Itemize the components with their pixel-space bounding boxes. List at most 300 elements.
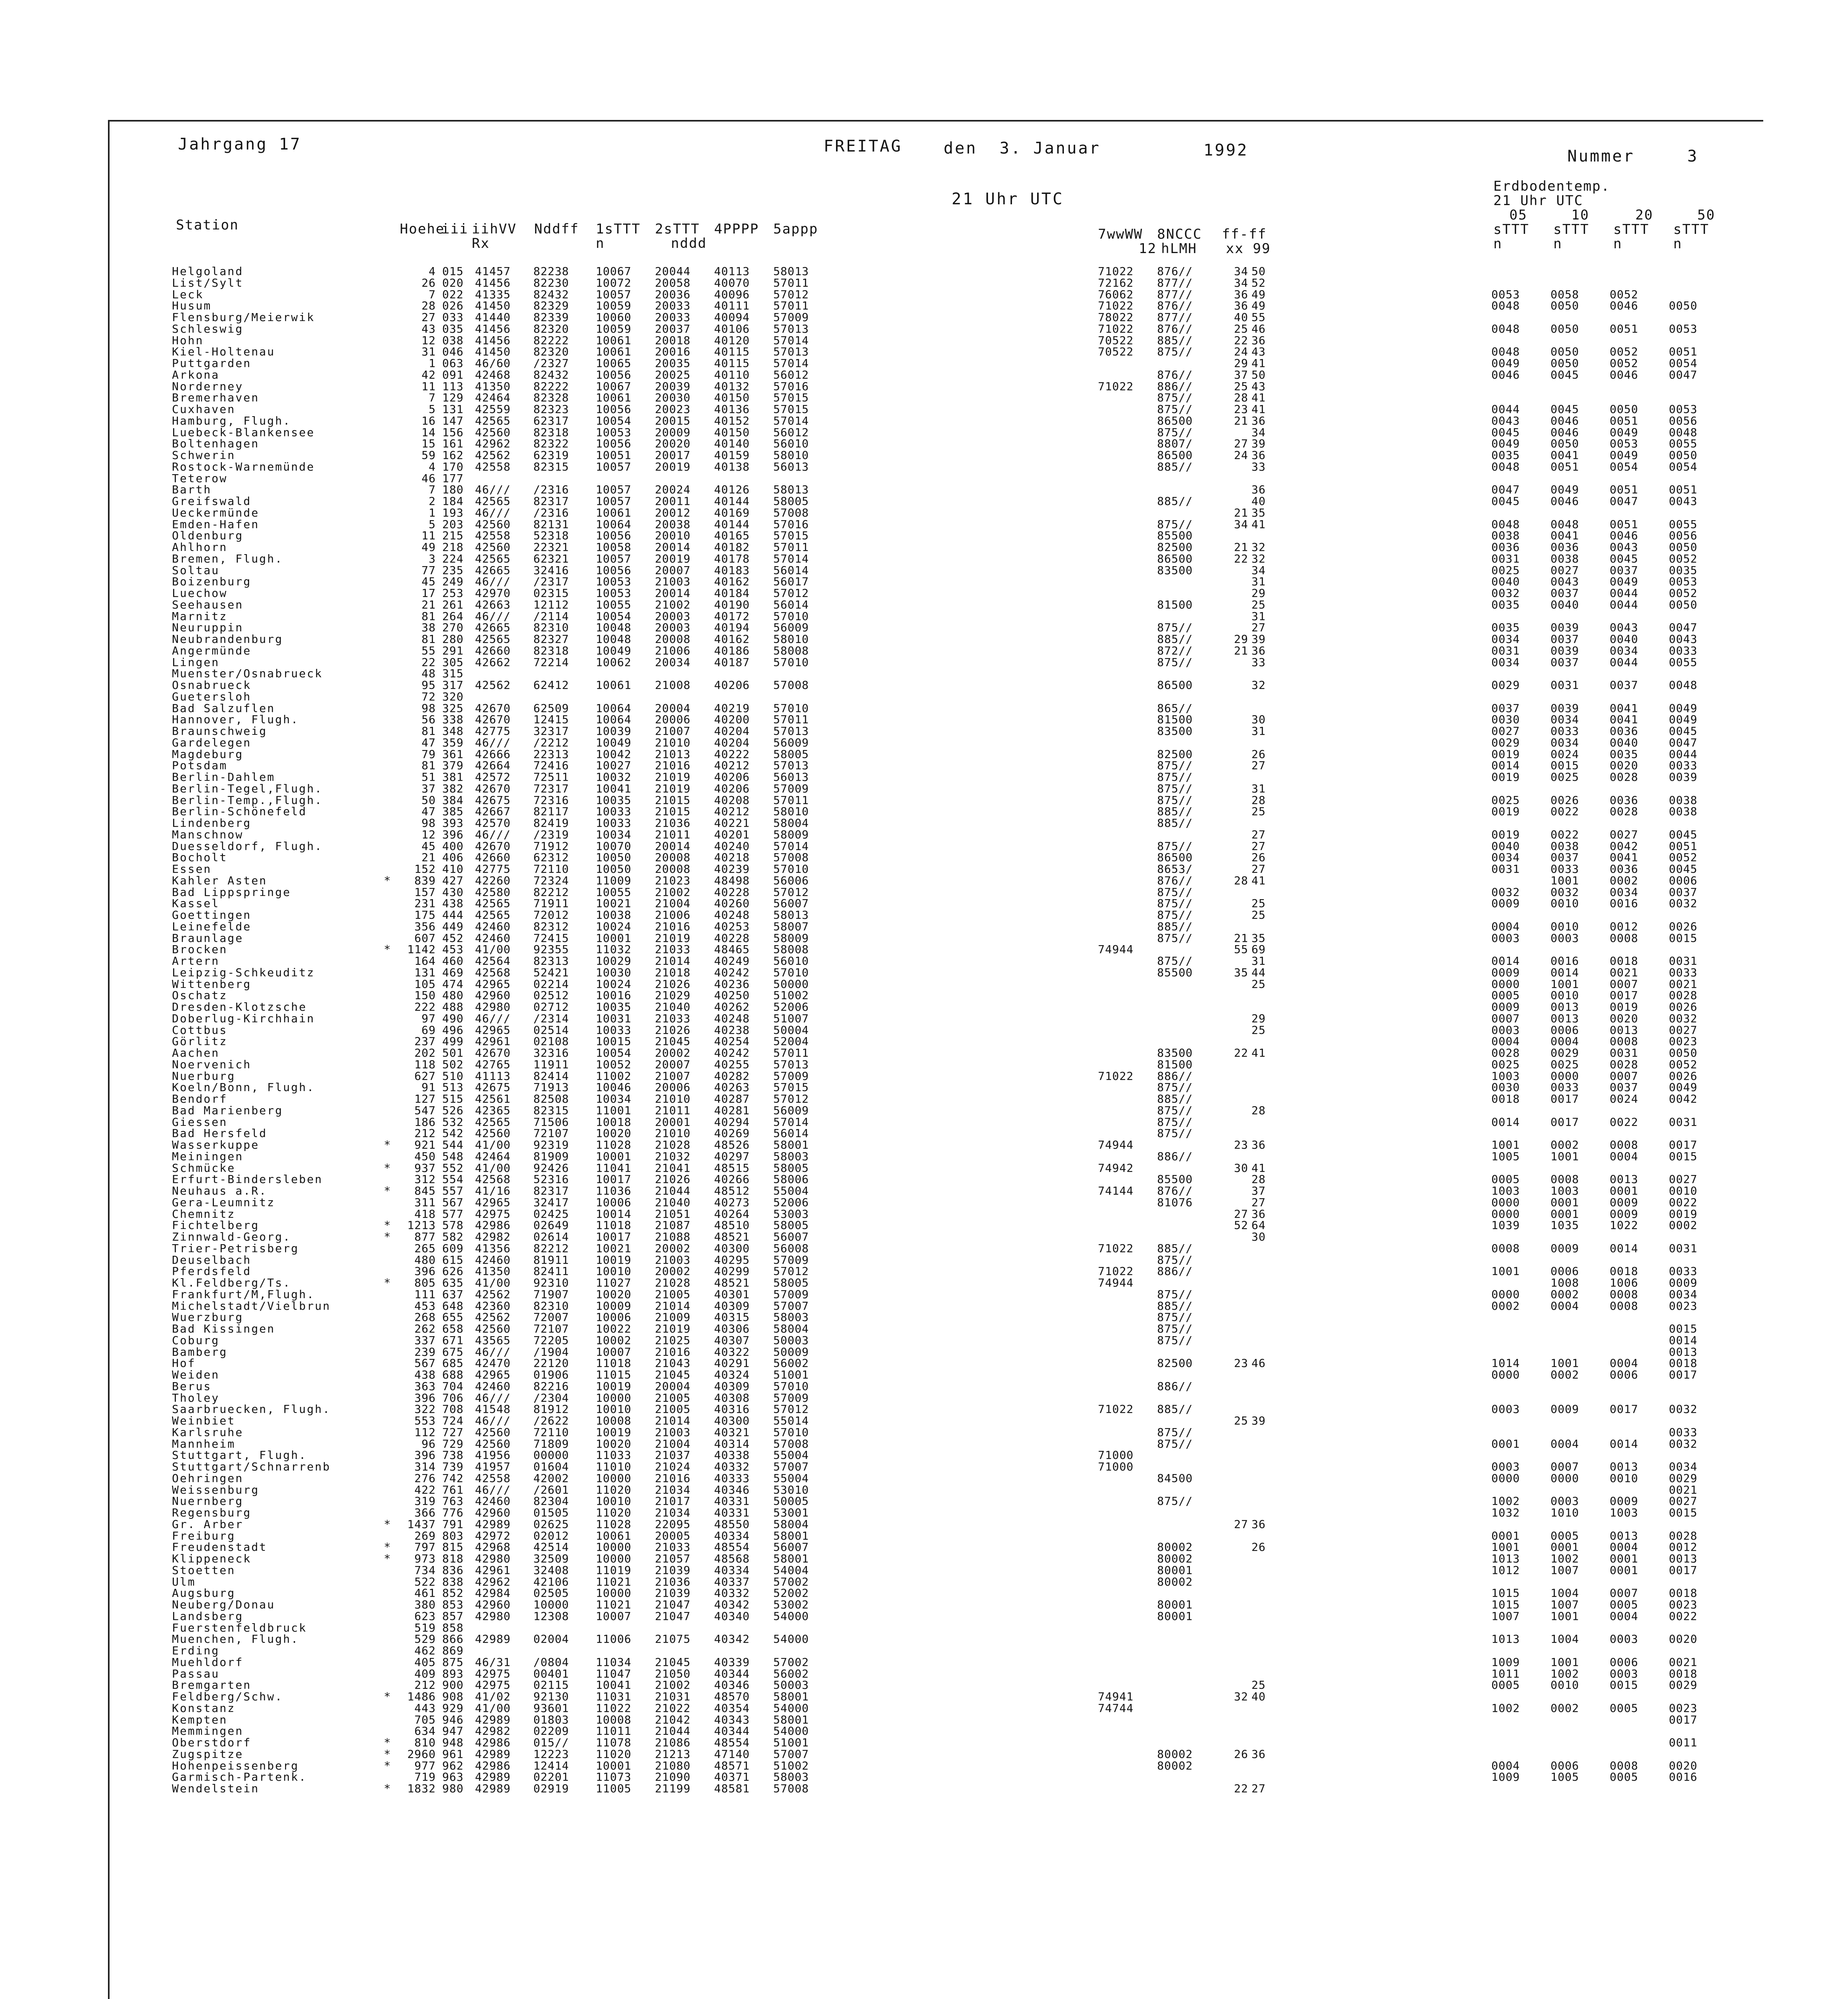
elevation: 547 <box>414 1103 436 1117</box>
elevation: 237 <box>414 1035 436 1048</box>
station-index: 729 <box>442 1437 464 1450</box>
pressure-group: 40200 <box>714 713 750 726</box>
tendency-group: 53010 <box>773 1483 809 1496</box>
soil-temp-50: 0050 <box>1669 541 1698 554</box>
cloud-group: 875// <box>1157 425 1193 439</box>
cloud-group: 82500 <box>1157 747 1193 761</box>
tendency-group: 57008 <box>773 678 809 692</box>
iihvv-group: 41113 <box>475 1069 511 1083</box>
nddff-group: /2601 <box>533 1483 569 1496</box>
tendency-group: 58004 <box>773 1322 809 1335</box>
soil-temp-05: 1005 <box>1491 1149 1520 1163</box>
station-index: 026 <box>442 299 464 313</box>
elevation: 16 <box>421 414 436 427</box>
iihvv-group: 41350 <box>475 379 511 393</box>
station-name: Gera-Leumnitz <box>172 1195 275 1209</box>
soil-temp-10: 0037 <box>1551 632 1579 646</box>
iihvv-group: 42986 <box>475 1736 511 1749</box>
cloud-group: 886// <box>1157 1265 1193 1278</box>
soil-temp-50: 0033 <box>1669 1265 1698 1278</box>
pressure-group: 48568 <box>714 1552 750 1565</box>
temperature-group: 10032 <box>596 770 632 784</box>
nddff-header: Nddff <box>534 221 579 237</box>
pressure-group: 40240 <box>714 839 750 853</box>
max-wind-group: 40 <box>1251 1690 1266 1703</box>
pressure-group: 40331 <box>714 1506 750 1519</box>
pressure-group: 40194 <box>714 621 750 634</box>
station-name: Osnabrueck <box>172 678 251 692</box>
nddff-group: 72107 <box>533 1127 569 1140</box>
pressure-group: 40316 <box>714 1402 750 1416</box>
cloud-group: 875// <box>1157 1322 1193 1335</box>
station-name: Stoetten <box>172 1563 235 1577</box>
soil-temp-50: 0033 <box>1669 644 1698 657</box>
tendency-group: 57009 <box>773 1287 809 1301</box>
elevation: 28 <box>421 299 436 313</box>
elevation: 734 <box>414 1563 436 1577</box>
nddff-group: 52421 <box>533 966 569 979</box>
soil-temp-05: 0053 <box>1491 287 1520 301</box>
iihvv-group: 42562 <box>475 678 511 692</box>
elevation: 81 <box>421 759 436 772</box>
soil-temp-20: 0014 <box>1610 1437 1638 1450</box>
dewpoint-group: 21033 <box>655 1540 691 1554</box>
soil-temp-05: 1032 <box>1491 1506 1520 1519</box>
soil-temp-10: 1001 <box>1551 1609 1579 1623</box>
soil-temp-20: 0050 <box>1610 403 1638 416</box>
nddff-group: 72316 <box>533 793 569 807</box>
gust-group: 21 <box>1234 931 1248 945</box>
tendency-group: 57007 <box>773 1747 809 1761</box>
elevation: 95 <box>421 678 436 692</box>
station-index: 727 <box>442 1425 464 1439</box>
temperature-group: 11006 <box>596 1632 632 1646</box>
soil-temp-20: 0036 <box>1610 862 1638 876</box>
temperature-group: 10057 <box>596 552 632 565</box>
weather-group: 74941 <box>1098 1690 1134 1703</box>
temperature-group: 10001 <box>596 1759 632 1772</box>
nddff-group: 11911 <box>533 1057 569 1071</box>
station-name: Landsberg <box>172 1609 243 1623</box>
dewpoint-group: 21080 <box>655 1759 691 1772</box>
elevation: 567 <box>414 1357 436 1370</box>
soil-temp-10: 0001 <box>1551 1207 1579 1221</box>
station-index: 438 <box>442 897 464 910</box>
iihvv-group: 46/60 <box>475 357 511 370</box>
elevation: 212 <box>414 1127 436 1140</box>
iihvv-group: 42980 <box>475 1609 511 1623</box>
soil-temp-20: 0001 <box>1610 1184 1638 1197</box>
pressure-group: 40354 <box>714 1701 750 1715</box>
station-name: Pferdsfeld <box>172 1265 251 1278</box>
pressure-group: 40299 <box>714 1265 750 1278</box>
iihvv-group: 41/00 <box>475 943 511 956</box>
dewpoint-group: 21016 <box>655 1471 691 1485</box>
number-value: 3 <box>1687 147 1699 166</box>
pressure-group: 40208 <box>714 793 750 807</box>
temperature-group: 11078 <box>596 1736 632 1749</box>
elevation: 118 <box>414 1057 436 1071</box>
soil-temp-20: 0006 <box>1610 1368 1638 1381</box>
pressure-group: 40206 <box>714 782 750 795</box>
temperature-group: 11020 <box>596 1747 632 1761</box>
soil-temp-05: 0048 <box>1491 460 1520 473</box>
cloud-group: 885// <box>1157 1092 1193 1105</box>
iihvv-group: 42562 <box>475 449 511 462</box>
nddff-group: 02505 <box>533 1586 569 1600</box>
elevation: 405 <box>414 1655 436 1669</box>
nddff-group: 62509 <box>533 701 569 715</box>
pressure-group: 40183 <box>714 563 750 577</box>
elevation: 623 <box>414 1609 436 1623</box>
station-index: 544 <box>442 1138 464 1151</box>
nddff-group: 72324 <box>533 874 569 887</box>
temperature-group: 10015 <box>596 1035 632 1048</box>
station-name: Seehausen <box>172 598 243 611</box>
soil-sttt-10: sTTT <box>1553 221 1589 237</box>
soil-temp-05: 0029 <box>1491 736 1520 749</box>
tendency-group: 58013 <box>773 265 809 278</box>
pressure-group: 40184 <box>714 587 750 600</box>
elevation: 1486 <box>407 1690 436 1703</box>
soil-temp-50: 0028 <box>1669 989 1698 1002</box>
soil-n-50: n <box>1673 236 1682 252</box>
cloud-group: 875// <box>1157 770 1193 784</box>
max-wind-group: 55 <box>1251 311 1266 324</box>
soil-temp-50: 0022 <box>1669 1609 1698 1623</box>
soil-temp-20: 0012 <box>1610 920 1638 933</box>
pressure-group: 40204 <box>714 724 750 738</box>
cloud-group: 82500 <box>1157 541 1193 554</box>
station-index: 685 <box>442 1357 464 1370</box>
weather-group: 71022 <box>1098 322 1134 335</box>
station-index: 526 <box>442 1103 464 1117</box>
dewpoint-group: 22095 <box>655 1517 691 1531</box>
temperature-group: 10041 <box>596 782 632 795</box>
elevation: 1 <box>429 506 436 519</box>
nddff-group: /2114 <box>533 609 569 623</box>
nddff-group: 62317 <box>533 414 569 427</box>
station-name: Boltenhagen <box>172 437 259 451</box>
weather-group: 76062 <box>1098 287 1134 301</box>
tendency-group: 58013 <box>773 908 809 922</box>
pressure-group: 40206 <box>714 770 750 784</box>
pressure-group: 40159 <box>714 449 750 462</box>
soil-temp-10: 0033 <box>1551 862 1579 876</box>
pressure-group: 40144 <box>714 495 750 508</box>
station-index: 852 <box>442 1586 464 1600</box>
dewpoint-group: 20004 <box>655 701 691 715</box>
iihvv-group: 42962 <box>475 437 511 451</box>
nddff-group: 72205 <box>533 1333 569 1347</box>
soil-temp-50: 0022 <box>1669 1195 1698 1209</box>
soil-temp-50: 0044 <box>1669 747 1698 761</box>
soil-temp-20: 0051 <box>1610 414 1638 427</box>
station-name: Bendorf <box>172 1092 228 1105</box>
dewpoint-group: 20006 <box>655 1081 691 1094</box>
station-index: 875 <box>442 1655 464 1669</box>
soil-temp-05: 0018 <box>1491 1092 1520 1105</box>
soil-depth-20: 20 <box>1635 207 1653 223</box>
station-name: Goettingen <box>172 908 251 922</box>
station-name: Greifswald <box>172 495 251 508</box>
iihvv-group: 42558 <box>475 460 511 473</box>
station-index: 893 <box>442 1667 464 1680</box>
station-index: 381 <box>442 770 464 784</box>
station-index: 224 <box>442 552 464 565</box>
max-wind-group: 29 <box>1251 587 1266 600</box>
station-index: 046 <box>442 345 464 359</box>
weather-group: 74144 <box>1098 1184 1134 1197</box>
temperature-group: 10000 <box>596 1540 632 1554</box>
tendency-group: 56014 <box>773 563 809 577</box>
pressure-group: 40165 <box>714 529 750 543</box>
soil-temp-05: 1012 <box>1491 1563 1520 1577</box>
nddff-group: 12308 <box>533 1609 569 1623</box>
station-name: Weissenburg <box>172 1483 259 1496</box>
soil-temp-10: 0007 <box>1551 1460 1579 1473</box>
tendency-group: 50003 <box>773 1678 809 1692</box>
elevation: 202 <box>414 1046 436 1059</box>
tendency-group: 57013 <box>773 345 809 359</box>
temperature-group: 10006 <box>596 1311 632 1324</box>
tendency-group: 58005 <box>773 1219 809 1232</box>
station-name: List/Sylt <box>172 276 243 289</box>
pressure-group: 40162 <box>714 575 750 589</box>
station-name: Helgoland <box>172 265 243 278</box>
soil-temp-50: 0018 <box>1669 1586 1698 1600</box>
pressure-group: 40287 <box>714 1092 750 1105</box>
tendency-group: 51007 <box>773 1011 809 1025</box>
station-name: Ulm <box>172 1575 196 1588</box>
max-wind-group: 50 <box>1251 265 1266 278</box>
soil-temp-20: 0018 <box>1610 1265 1638 1278</box>
tendency-group: 57012 <box>773 1092 809 1105</box>
station-index: 548 <box>442 1149 464 1163</box>
soil-temp-05: 0004 <box>1491 920 1520 933</box>
elevation: 607 <box>414 931 436 945</box>
pressure-group: 40138 <box>714 460 750 473</box>
soil-temp-10: 0013 <box>1551 1000 1579 1013</box>
pressure-group: 40282 <box>714 1069 750 1083</box>
station-index: 338 <box>442 713 464 726</box>
soil-temp-10: 0013 <box>1551 1011 1579 1025</box>
iihvv-group: 42775 <box>475 862 511 876</box>
nddff-group: 01604 <box>533 1460 569 1473</box>
temperature-group: 10000 <box>596 1552 632 1565</box>
pressure-group: 40306 <box>714 1322 750 1335</box>
nddff-group: 71911 <box>533 897 569 910</box>
soil-temp-05: 0009 <box>1491 897 1520 910</box>
tendency-group: 58005 <box>773 495 809 508</box>
nddff-group: 02012 <box>533 1529 569 1542</box>
gust-group: 34 <box>1234 265 1248 278</box>
station-name: Bad Marienberg <box>172 1103 283 1117</box>
dewpoint-group: 20012 <box>655 506 691 519</box>
temperature-group: 10067 <box>596 265 632 278</box>
tendency-group: 57009 <box>773 1069 809 1083</box>
tendency-group: 57014 <box>773 552 809 565</box>
soil-temp-10: 0005 <box>1551 1529 1579 1542</box>
dewpoint-group: 20018 <box>655 333 691 347</box>
iihvv-group: 41356 <box>475 1241 511 1255</box>
tendency-group: 58009 <box>773 828 809 841</box>
max-wind-group: 31 <box>1251 724 1266 738</box>
station-name: Meiningen <box>172 1149 243 1163</box>
station-name: Weiden <box>172 1368 220 1381</box>
max-wind-group: 28 <box>1251 1173 1266 1186</box>
station-name: Lingen <box>172 655 220 669</box>
iihvv-group: 41456 <box>475 322 511 335</box>
soil-temp-20: 0037 <box>1610 1081 1638 1094</box>
max-wind-group: 41 <box>1251 1161 1266 1175</box>
max-wind-group: 25 <box>1251 977 1266 991</box>
dewpoint-group: 21199 <box>655 1782 691 1795</box>
max-wind-group: 27 <box>1251 839 1266 853</box>
soil-temp-10: 0058 <box>1551 287 1579 301</box>
mountain-marker: * <box>384 1161 391 1175</box>
dewpoint-group: 20007 <box>655 1057 691 1071</box>
cloud-group: 80002 <box>1157 1747 1193 1761</box>
dewpoint-group: 20044 <box>655 265 691 278</box>
soil-temp-05: 0047 <box>1491 483 1520 497</box>
station-name: Schmücke <box>172 1161 235 1175</box>
nddff-group: 82318 <box>533 644 569 657</box>
elevation: 42 <box>421 368 436 381</box>
dewpoint-group: 20037 <box>655 322 691 335</box>
soil-temp-10: 0045 <box>1551 403 1579 416</box>
nddff-group: 93601 <box>533 1701 569 1715</box>
soil-temp-20: 0010 <box>1610 1471 1638 1485</box>
max-wind-group: 41 <box>1251 391 1266 405</box>
tendency-group: 57009 <box>773 1253 809 1267</box>
dewpoint-group: 21043 <box>655 1357 691 1370</box>
iihvv-group: 42560 <box>475 1127 511 1140</box>
tendency-group: 57012 <box>773 587 809 600</box>
soil-temp-50: 0047 <box>1669 368 1698 381</box>
elevation: 356 <box>414 920 436 933</box>
tendency-group: 55014 <box>773 1414 809 1427</box>
pressure-group: 40315 <box>714 1311 750 1324</box>
soil-temp-20: 0041 <box>1610 713 1638 726</box>
station-index: 469 <box>442 966 464 979</box>
station-index: 946 <box>442 1713 464 1726</box>
wwww-header: 7wwWW <box>1098 226 1143 242</box>
station-name: Bamberg <box>172 1345 228 1359</box>
station-index: 857 <box>442 1609 464 1623</box>
pressure-group: 40219 <box>714 701 750 715</box>
iihvv-group: 42565 <box>475 495 511 508</box>
soil-temp-10: 0006 <box>1551 1759 1579 1772</box>
station-index: 444 <box>442 908 464 922</box>
max-wind-group: 31 <box>1251 609 1266 623</box>
soil-temp-10: 0025 <box>1551 770 1579 784</box>
pressure-group: 48570 <box>714 1690 750 1703</box>
soil-temp-10: 0003 <box>1551 1494 1579 1508</box>
station-name: Görlitz <box>172 1035 228 1048</box>
soil-temp-20: 0007 <box>1610 1586 1638 1600</box>
pressure-group: 40263 <box>714 1081 750 1094</box>
soil-temp-20: 0007 <box>1610 977 1638 991</box>
nddff-group: 52318 <box>533 529 569 543</box>
dewpoint-group: 20004 <box>655 1379 691 1393</box>
pressure-group: 40239 <box>714 862 750 876</box>
dewpoint-group: 21045 <box>655 1368 691 1381</box>
temperature-group: 11041 <box>596 1161 632 1175</box>
pressure-group: 40228 <box>714 931 750 945</box>
iihvv-group: 42986 <box>475 1759 511 1772</box>
max-wind-group: 27 <box>1251 1782 1266 1795</box>
station-name: Duesseldorf, Flugh. <box>172 839 323 853</box>
station-index: 291 <box>442 644 464 657</box>
station-index: 853 <box>442 1598 464 1611</box>
pressure-group: 48521 <box>714 1230 750 1243</box>
station-name: Braunlage <box>172 931 243 945</box>
elevation: 49 <box>421 541 436 554</box>
nddff-group: 12223 <box>533 1747 569 1761</box>
soil-temp-05: 0036 <box>1491 541 1520 554</box>
tendency-group: 57012 <box>773 287 809 301</box>
soil-n-05: n <box>1493 236 1503 252</box>
station-name: Bremgarten <box>172 1678 251 1692</box>
nddff-group: 02614 <box>533 1230 569 1243</box>
nddff-group: 12414 <box>533 1759 569 1772</box>
station-index: 033 <box>442 311 464 324</box>
soil-temp-10: 0002 <box>1551 1701 1579 1715</box>
station-index: 035 <box>442 322 464 335</box>
gust-group: 25 <box>1234 1414 1248 1427</box>
iihvv-group: 42662 <box>475 655 511 669</box>
dewpoint-group: 21039 <box>655 1586 691 1600</box>
station-name: Bremen, Flugh. <box>172 552 283 565</box>
nddff-group: 02201 <box>533 1770 569 1784</box>
station-name: Michelstadt/Vielbrun <box>172 1299 331 1313</box>
mountain-marker: * <box>384 1276 391 1289</box>
cloud-group: 875// <box>1157 403 1193 416</box>
soil-temp-50: 0039 <box>1669 770 1698 784</box>
tendency-group: 57010 <box>773 862 809 876</box>
iihvv-group: 42670 <box>475 701 511 715</box>
station-index: 249 <box>442 575 464 589</box>
dewpoint-group: 20008 <box>655 851 691 864</box>
soil-temp-05: 0035 <box>1491 621 1520 634</box>
tendency-group: 51001 <box>773 1736 809 1749</box>
nddff-group: 71912 <box>533 839 569 853</box>
tendency-group: 54000 <box>773 1701 809 1715</box>
station-index: 658 <box>442 1322 464 1335</box>
soil-temp-10: 0008 <box>1551 1173 1579 1186</box>
station-name: Kempten <box>172 1713 228 1726</box>
temperature-group: 11018 <box>596 1219 632 1232</box>
station-name: Muenchen, Flugh. <box>172 1632 299 1646</box>
soil-temp-20: 0043 <box>1610 541 1638 554</box>
mountain-marker: * <box>384 1690 391 1703</box>
nddff-group: 62319 <box>533 449 569 462</box>
temperature-group: 11022 <box>596 1701 632 1715</box>
dewpoint-group: 21005 <box>655 1391 691 1404</box>
station-index: 161 <box>442 437 464 451</box>
station-index: 763 <box>442 1494 464 1508</box>
cloud-group: 886// <box>1157 1149 1193 1163</box>
station-index: 129 <box>442 391 464 405</box>
soil-temp-10: 0048 <box>1551 517 1579 531</box>
pressure-group: 47140 <box>714 1747 750 1761</box>
station-index: 869 <box>442 1644 464 1657</box>
cloud-group: 875// <box>1157 793 1193 807</box>
elevation: 112 <box>414 1425 436 1439</box>
soil-temp-10: 0024 <box>1551 747 1579 761</box>
mountain-marker: * <box>384 1138 391 1151</box>
